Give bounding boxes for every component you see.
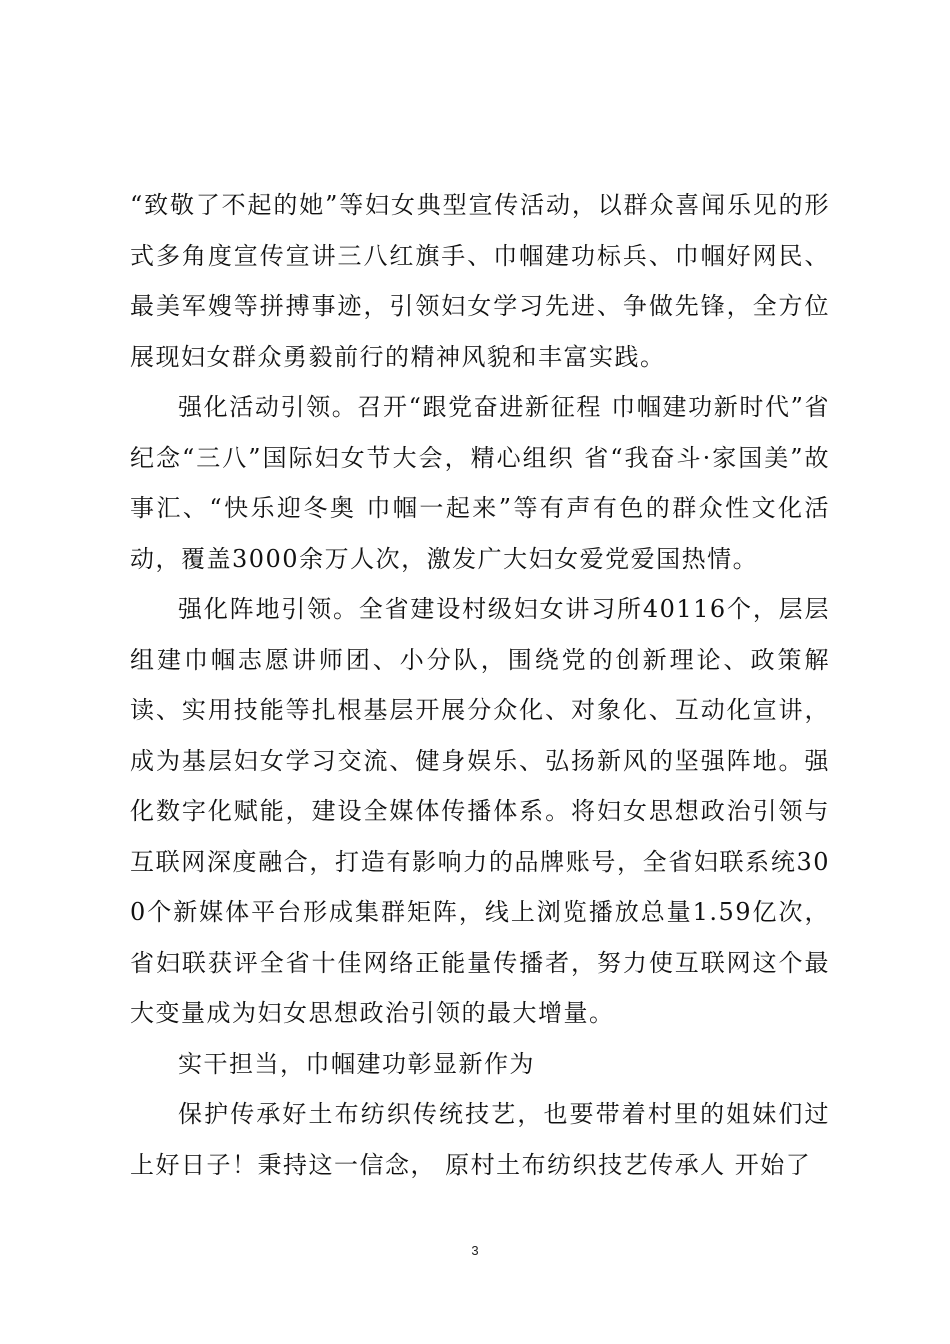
page-number: 3 xyxy=(471,1243,479,1258)
paragraph-weaving: 保护传承好土布纺织传统技艺，也要带着村里的姐妹们过上好日子！秉持这一信念， 原村土布纺织技艺传承人 开始了 xyxy=(130,1100,830,1179)
paragraph-activity-guidance: 强化活动引领。召开“跟党奋进新征程 巾帼建功新时代”省纪念“三八”国际妇女节大会，精心组织 省“我奋斗·家国美”故事汇、“快乐迎冬奥 巾帼一起来”等有声有色的群众性文化活动，覆盖3000余万人次，激发广大妇女爱党爱国热情。 xyxy=(130,393,830,573)
paragraph-continuation: “致敬了不起的她”等妇女典型宣传活动，以群众喜闻乐见的形式多角度宣传宣讲三八红旗手、巾帼建功标兵、巾帼好网民、最美军嫂等拼搏事迹，引领妇女学习先进、争做先锋，全方位展现妇女群众勇毅前行的精神风貌和丰富实践。 xyxy=(130,191,830,371)
body-text xyxy=(130,180,830,1190)
section-heading: 实干担当，巾帼建功彰显新作为 xyxy=(178,1049,535,1078)
paragraph-position-guidance: 强化阵地引领。全省建设村级妇女讲习所40116个，层层组建巾帼志愿讲师团、小分队，围绕党的创新理论、政策解读、实用技能等扎根基层开展分众化、对象化、互动化宣讲，成为基层妇女学习交流、健身娱乐、弘扬新风的坚强阵地。强化数字化赋能，建设全媒体传播体系。将妇女思想政治引领与互联网深度融合，打造有影响力的品牌账号，全省妇联系统300个新媒体平台形成集群矩阵，线上浏览播放总量1.59亿次，省妇联获评全省十佳网络正能量传播者，努力使互联网这个最大变量成为妇女思想政治引领的最大增量。 xyxy=(130,595,830,1027)
